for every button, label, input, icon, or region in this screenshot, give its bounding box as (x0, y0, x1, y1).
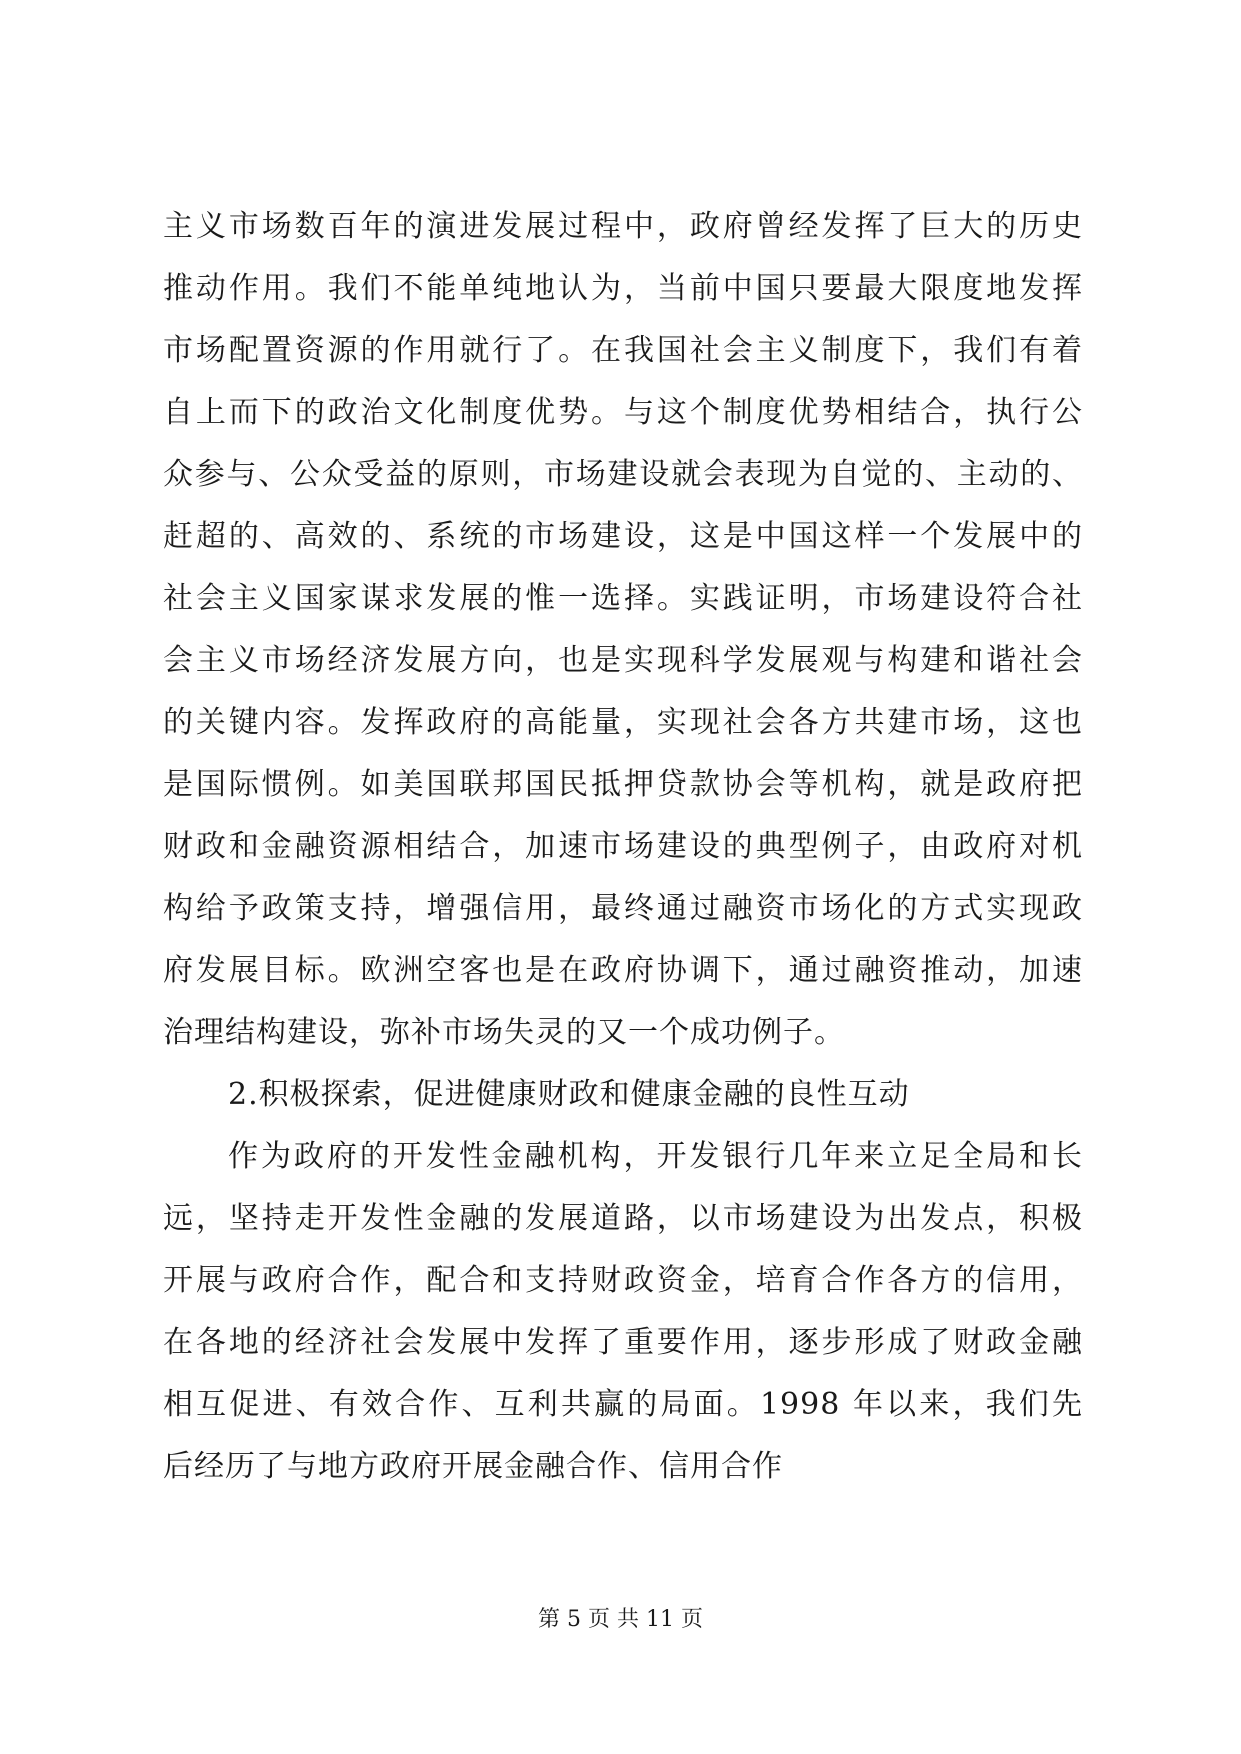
text-line: 构给予政策支持，增强信用，最终通过融资市场化的方式实现政 (163, 891, 1083, 926)
page-number-footer: 第 5 页 共 11 页 (538, 1607, 703, 1632)
text-line: 在各地的经济社会发展中发挥了重要作用，逐步形成了财政金融 (163, 1325, 1083, 1360)
text-line: 是国际惯例。如美国联邦国民抵押贷款协会等机构，就是政府把 (163, 767, 1083, 802)
text-line: 赶超的、高效的、系统的市场建设，这是中国这样一个发展中的 (163, 519, 1083, 554)
text-line: 市场配置资源的作用就行了。在我国社会主义制度下，我们有着 (163, 333, 1083, 368)
text-line: 的关键内容。发挥政府的高能量，实现社会各方共建市场，这也 (163, 705, 1083, 740)
text-line: 众参与、公众受益的原则，市场建设就会表现为自觉的、主动的、 (163, 457, 1083, 492)
text-line: 作为政府的开发性金融机构，开发银行几年来立足全局和长 (228, 1139, 1083, 1174)
text-line: 府发展目标。欧洲空客也是在政府协调下，通过融资推动，加速 (163, 953, 1083, 988)
text-line: 相互促进、有效合作、互利共赢的局面。1998 年以来，我们先 (163, 1387, 1083, 1422)
text-line: 会主义市场经济发展方向，也是实现科学发展观与构建和谐社会 (163, 643, 1083, 678)
text-line: 社会主义国家谋求发展的惟一选择。实践证明，市场建设符合社 (163, 581, 1083, 616)
text-line: 主义市场数百年的演进发展过程中，政府曾经发挥了巨大的历史 (163, 209, 1083, 244)
text-line: 自上而下的政治文化制度优势。与这个制度优势相结合，执行公 (163, 395, 1083, 430)
text-line: 开展与政府合作，配合和支持财政资金，培育合作各方的信用， (163, 1263, 1083, 1298)
text-line: 后经历了与地方政府开展金融合作、信用合作 (163, 1449, 783, 1484)
text-line: 治理结构建设，弥补市场失灵的又一个成功例子。 (163, 1015, 845, 1050)
text-line: 推动作用。我们不能单纯地认为，当前中国只要最大限度地发挥 (163, 271, 1083, 306)
text-line: 远，坚持走开发性金融的发展道路，以市场建设为出发点，积极 (163, 1201, 1083, 1236)
section-heading: 2.积极探索，促进健康财政和健康金融的良性互动 (228, 1077, 910, 1112)
text-line: 财政和金融资源相结合，加速市场建设的典型例子，由政府对机 (163, 829, 1083, 864)
